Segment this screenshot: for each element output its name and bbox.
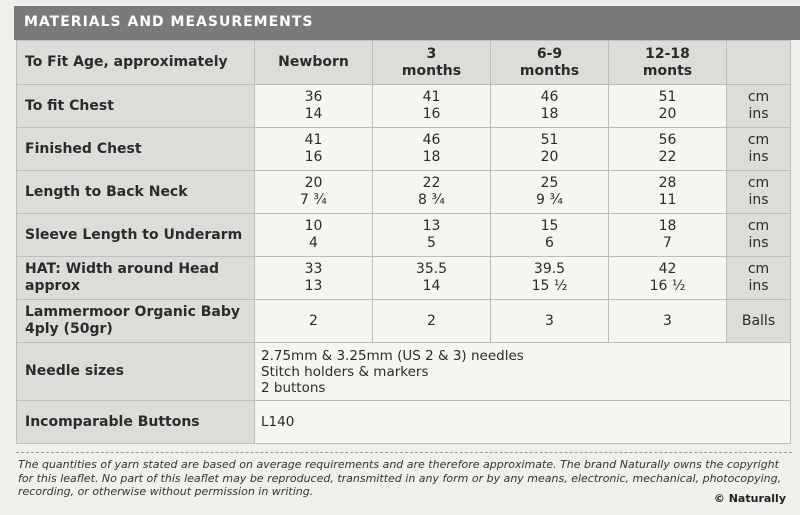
measurement-value-line: 7 bbox=[663, 235, 672, 251]
measurement-value-line: 11 bbox=[658, 192, 677, 208]
size-header-6-9-months bbox=[491, 41, 609, 85]
measurement-row bbox=[17, 257, 791, 300]
measurement-value bbox=[609, 300, 727, 343]
measurement-value-line: 46 bbox=[540, 89, 559, 105]
buttons-row bbox=[17, 401, 791, 444]
measurement-value bbox=[609, 171, 727, 214]
needle-sizes-label: Needle sizes bbox=[17, 343, 255, 401]
needle-detail-line: 2 buttons bbox=[261, 379, 326, 396]
row-label bbox=[17, 171, 255, 214]
measurement-value-line: 28 bbox=[658, 175, 677, 191]
size-header-line: months bbox=[401, 62, 462, 79]
row-label-line: HAT: Width around Head bbox=[25, 261, 219, 277]
measurement-value bbox=[373, 214, 491, 257]
unit-cell bbox=[727, 300, 791, 343]
measurement-value-line: 8 ¾ bbox=[418, 192, 445, 208]
unit-cell bbox=[727, 128, 791, 171]
measurement-value-line: 18 bbox=[540, 106, 559, 122]
copyright-mark: © Naturally bbox=[713, 492, 786, 505]
measurement-value-line: 33 bbox=[304, 261, 323, 277]
unit-line: cm bbox=[747, 132, 770, 148]
size-header-line: 6-9 bbox=[536, 45, 563, 62]
unit-line: ins bbox=[748, 235, 769, 251]
unit-line: ins bbox=[748, 106, 769, 122]
copyright-notice-line: The quantities of yarn stated are based on average requirements and are therefore approximate. The brand Naturally owns the copyright bbox=[18, 458, 779, 471]
measurement-value-line: 6 bbox=[545, 235, 554, 251]
measurement-value-line: 16 bbox=[422, 106, 441, 122]
measurement-value bbox=[255, 85, 373, 128]
measurement-value-line: 25 bbox=[540, 175, 559, 191]
measurement-value-line: 39.5 bbox=[533, 261, 566, 277]
measurement-value-line: 18 bbox=[658, 218, 677, 234]
measurements-table-body bbox=[17, 41, 791, 444]
copyright-notice-line: recording, or otherwise without permission in writing. bbox=[18, 485, 314, 498]
measurement-value-line: 20 bbox=[304, 175, 323, 191]
measurement-value bbox=[491, 85, 609, 128]
measurement-value-line: 46 bbox=[422, 132, 441, 148]
unit-header bbox=[727, 41, 791, 85]
measurement-value-line: 9 ¾ bbox=[536, 192, 563, 208]
needle-detail-line: Stitch holders & markers bbox=[261, 363, 429, 380]
measurement-value bbox=[609, 257, 727, 300]
measurement-value-line: 14 bbox=[422, 278, 441, 294]
row-label bbox=[17, 300, 255, 343]
size-header-newborn bbox=[255, 41, 373, 85]
measurement-row bbox=[17, 171, 791, 214]
measurement-value bbox=[491, 257, 609, 300]
unit-line: cm bbox=[747, 175, 770, 191]
unit-cell bbox=[727, 214, 791, 257]
measurement-value-line: 2 bbox=[309, 312, 318, 329]
measurement-value-line: 51 bbox=[658, 89, 677, 105]
measurement-value bbox=[373, 171, 491, 214]
unit-cell bbox=[727, 257, 791, 300]
measurement-value-line: 56 bbox=[658, 132, 677, 148]
row-label-line: approx bbox=[25, 278, 81, 294]
measurement-value-line: 18 bbox=[422, 149, 441, 165]
measurement-value-line: 3 bbox=[545, 312, 554, 329]
measurement-value bbox=[491, 214, 609, 257]
measurement-value-line: 4 bbox=[309, 235, 318, 251]
measurement-row bbox=[17, 214, 791, 257]
measurement-value-line: 14 bbox=[304, 106, 323, 122]
measurement-value-line: 10 bbox=[304, 218, 323, 234]
measurement-value-line: 13 bbox=[422, 218, 441, 234]
unit-cell bbox=[727, 85, 791, 128]
measurement-value bbox=[255, 257, 373, 300]
measurements-table bbox=[16, 40, 791, 444]
row-label-line: Finished Chest bbox=[25, 140, 142, 157]
needle-sizes-details bbox=[255, 343, 791, 401]
measurement-value bbox=[373, 128, 491, 171]
copyright-notice-line: for this leaflet. No part of this leaflet may be reproduced, transmitted in any form or by any means, electronic, mechanical, photocopying, bbox=[18, 471, 782, 485]
unit-line: cm bbox=[747, 261, 770, 277]
measurement-value bbox=[491, 128, 609, 171]
needle-sizes-row bbox=[17, 343, 791, 401]
measurement-value-line: 51 bbox=[540, 132, 559, 148]
measurement-value bbox=[373, 300, 491, 343]
measurement-value-line: 15 bbox=[540, 218, 559, 234]
section-title: MATERIALS AND MEASUREMENTS bbox=[24, 14, 314, 30]
unit-line: cm bbox=[747, 218, 770, 234]
measurement-value-line: 2 bbox=[427, 312, 436, 329]
unit-line: Balls bbox=[741, 312, 776, 329]
size-header-line: monts bbox=[642, 62, 693, 79]
row-label bbox=[17, 214, 255, 257]
measurement-value-line: 5 bbox=[427, 235, 436, 251]
unit-line: ins bbox=[748, 278, 769, 294]
row-label-line: To fit Chest bbox=[25, 97, 114, 114]
measurement-value bbox=[373, 257, 491, 300]
measurement-value-line: 36 bbox=[304, 89, 323, 105]
row-label-line: Length to Back Neck bbox=[25, 183, 188, 200]
row-label-line: 4ply (50gr) bbox=[25, 321, 113, 337]
row-label bbox=[17, 257, 255, 300]
unit-line: cm bbox=[747, 89, 770, 105]
row-label bbox=[17, 128, 255, 171]
measurement-value-line: 41 bbox=[422, 89, 441, 105]
measurement-value-line: 20 bbox=[658, 106, 677, 122]
row-label-line: Lammermoor Organic Baby bbox=[25, 304, 241, 320]
size-header-line: 12-18 bbox=[645, 45, 690, 62]
measurement-value bbox=[491, 171, 609, 214]
unit-line: ins bbox=[748, 192, 769, 208]
measurement-value-line: 20 bbox=[540, 149, 559, 165]
measurement-value bbox=[609, 85, 727, 128]
measurement-value-line: 15 ½ bbox=[531, 278, 568, 294]
measurement-value bbox=[373, 85, 491, 128]
measurement-value-line: 3 bbox=[663, 312, 672, 329]
measurement-value bbox=[491, 300, 609, 343]
measurement-value-line: 35.5 bbox=[415, 261, 448, 277]
measurement-row bbox=[17, 128, 791, 171]
measurement-row bbox=[17, 85, 791, 128]
needle-detail-line: 2.75mm & 3.25mm (US 2 & 3) needles bbox=[261, 347, 524, 364]
measurement-value-line: 22 bbox=[422, 175, 441, 191]
unit-line: ins bbox=[748, 149, 769, 165]
measurement-value-line: 22 bbox=[658, 149, 677, 165]
buttons-value: L140 bbox=[255, 401, 791, 444]
buttons-label: Incomparable Buttons bbox=[17, 401, 255, 444]
measurement-value bbox=[255, 128, 373, 171]
size-header-row bbox=[17, 41, 791, 85]
footer-divider bbox=[16, 452, 792, 453]
unit-cell bbox=[727, 171, 791, 214]
measurement-value-line: 16 bbox=[304, 149, 323, 165]
size-header-12-18-months bbox=[609, 41, 727, 85]
measurement-value-line: 16 ½ bbox=[649, 278, 686, 294]
measurement-value-line: 42 bbox=[658, 261, 677, 277]
measurement-value-line: 7 ¾ bbox=[300, 192, 327, 208]
measurement-value bbox=[255, 171, 373, 214]
size-header-line: 3 bbox=[426, 45, 437, 62]
age-header-label: To Fit Age, approximately bbox=[17, 41, 255, 85]
measurement-value-line: 41 bbox=[304, 132, 323, 148]
copyright-notice bbox=[18, 458, 790, 499]
measurement-row bbox=[17, 300, 791, 343]
measurement-value bbox=[609, 128, 727, 171]
row-label-line: Sleeve Length to Underarm bbox=[25, 226, 243, 243]
size-header-line: months bbox=[519, 62, 580, 79]
measurement-value bbox=[255, 300, 373, 343]
row-label bbox=[17, 85, 255, 128]
size-header-3-months bbox=[373, 41, 491, 85]
size-header-line: Newborn bbox=[278, 54, 349, 70]
measurement-value bbox=[609, 214, 727, 257]
measurement-value-line: 13 bbox=[304, 278, 323, 294]
measurement-value bbox=[255, 214, 373, 257]
